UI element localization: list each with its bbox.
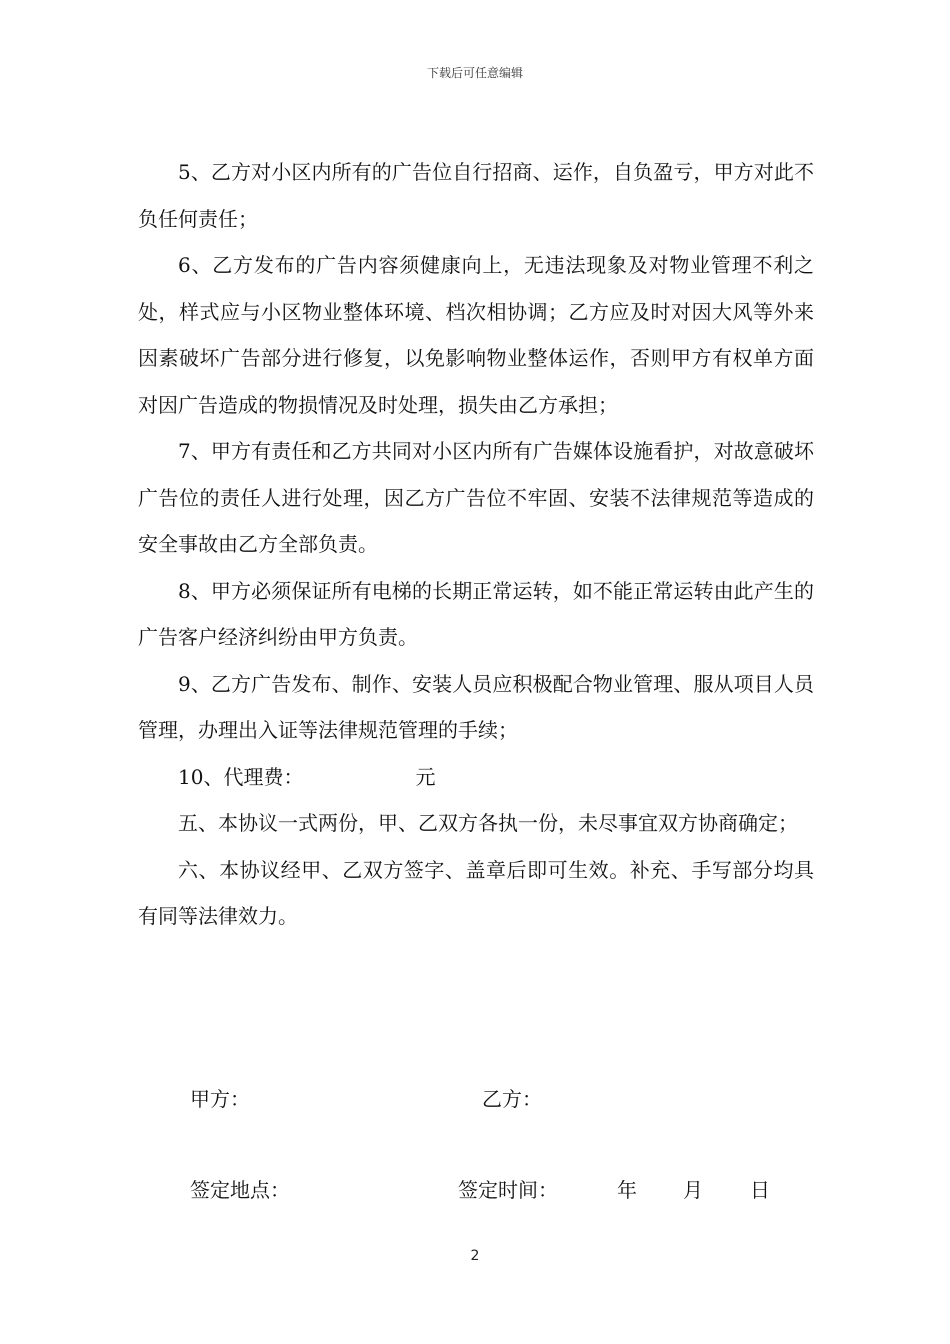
clause-6: 6、乙方发布的广告内容须健康向上，无违法现象及对物业管理不利之处，样式应与小区物业整体环境、档次相协调；乙方应及时对因大风等外来因素破坏广告部分进行修复，以免影响物业整体运作，否则甲方有权单方面对因广告造成的物损情况及时处理，损失由乙方承担； [138,253,814,417]
section-5: 五、本协议一式两份，甲、乙双方各执一份，未尽事宜双方协商确定； [178,811,798,835]
fee-unit: 元 [415,764,436,789]
month-label: 月 [683,1178,703,1202]
clause-5: 5、乙方对小区内所有的广告位自行招商、运作，自负盈亏，甲方对此不负任何责任； [138,160,814,231]
document-body [138,149,814,940]
section-6: 六、本协议经甲、乙双方签字、盖章后即可生效。补充、手写部分均具有同等法律效力。 [138,857,814,928]
clause-8: 8、甲方必须保证所有电梯的长期正常运转，如不能正常运转由此产生的广告客户经济纠纷由甲方负责。 [138,578,814,649]
year-label: 年 [617,1178,637,1202]
clause-9: 9、乙方广告发布、制作、安装人员应积极配合物业管理、服从项目人员管理，办理出入证等法律规范管理的手续； [138,671,814,742]
fee-label: 10、代理费： [178,764,304,789]
party-b-label: 乙方： [482,1087,542,1111]
clause-7: 7、甲方有责任和乙方共同对小区内所有广告媒体设施看护，对故意破坏广告位的责任人进行处理，因乙方广告位不牢固、安装不法律规范等造成的安全事故由乙方全部负责。 [138,439,814,556]
signing-place-label: 签定地点： [190,1178,290,1202]
page-number: 2 [470,1248,480,1264]
clause-10-agency-fee [138,754,814,801]
party-a-label: 甲方： [190,1087,250,1111]
day-label: 日 [750,1178,770,1202]
signing-time-label: 签定时间： [458,1178,558,1202]
page-header: 下载后可任意编辑 [426,66,523,80]
